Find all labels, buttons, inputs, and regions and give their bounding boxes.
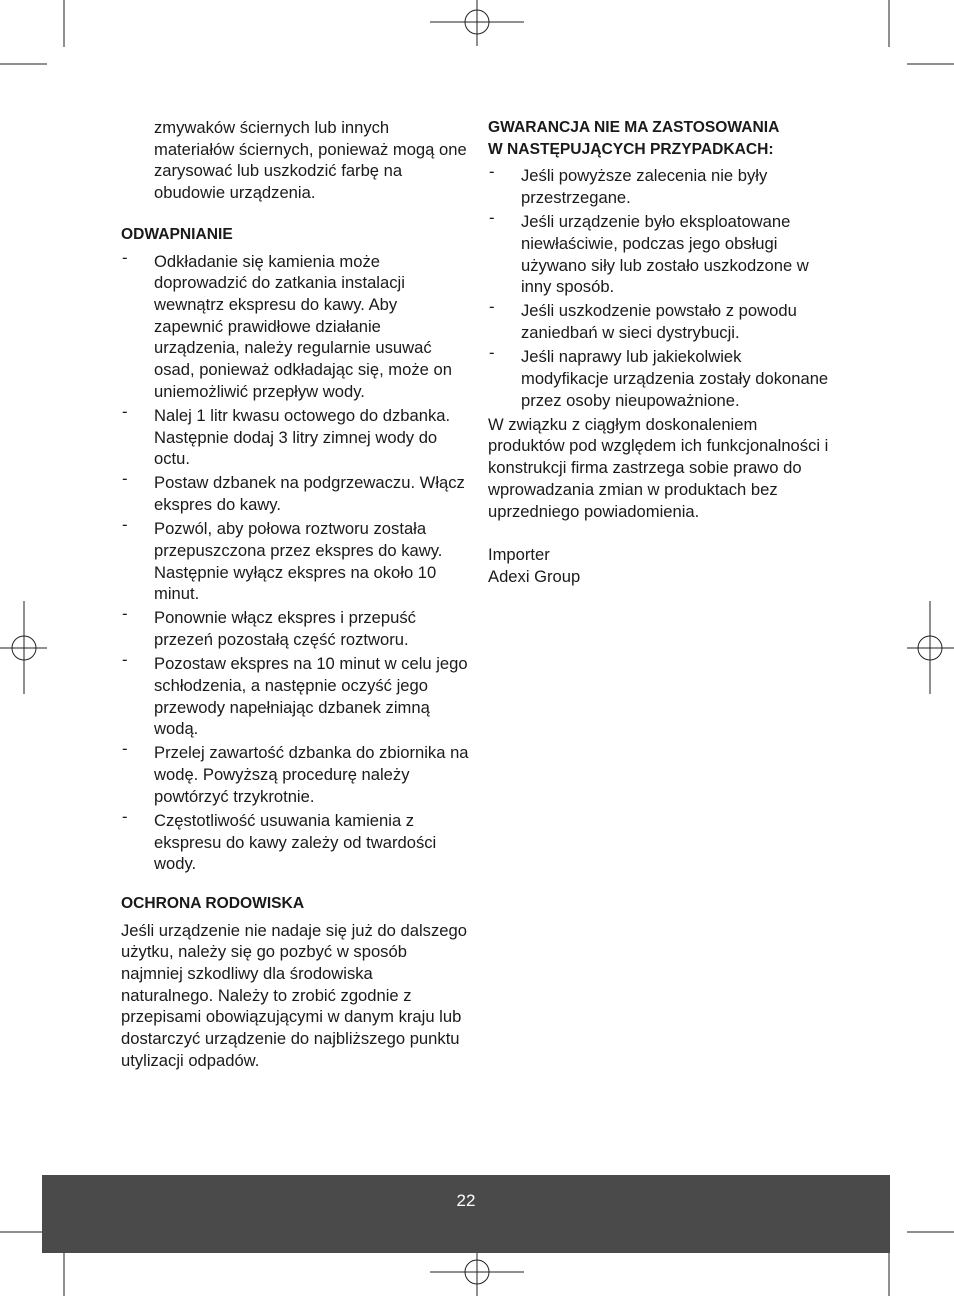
list-item [121, 469, 469, 515]
intro-paragraph: zmywaków ściernych lub innych materiałów ściernych, ponieważ mogą one zarysować lub uszkodzić farbę na obudowie urządzenia. [154, 118, 467, 203]
descaling-heading: ODWAPNIANIE [121, 225, 233, 243]
right-column [488, 117, 833, 588]
list-item-text: Odkładanie się kamienia może doprowadzić do zatkania instalacji wewnątrz ekspresu do kawy. Aby zapewnić prawidłowe działanie urządzenia, należy regularnie usuwać osad, ponieważ odkładając się, może on uniemożliwić przepływ wody. [154, 251, 452, 401]
list-item-text: Przelej zawartość dzbanka do zbiornika na wodę. Powyższą procedurę należy powtórzyć trzykrotnie. [154, 743, 469, 806]
list-item [121, 247, 469, 403]
list-item-text: Jeśli powyższe zalecenia nie były przestrzegane. [521, 166, 768, 208]
list-item-text: Nalej 1 litr kwasu octowego do dzbanka. Następnie dodaj 3 litry zimnej wody do octu. [154, 405, 451, 469]
warranty-exclusions-list [488, 162, 833, 411]
list-item-text: Ponownie włącz ekspres i przepuść przezeń pozostałą część roztworu. [154, 608, 416, 650]
bullet-dash: - [122, 515, 128, 535]
warranty-heading-line1: GWARANCJA NIE MA ZASTOSOWANIA [488, 119, 780, 136]
bullet-dash: - [489, 297, 495, 317]
footer-bar [42, 1175, 890, 1253]
list-item-text: Częstotliwość usuwania kamienia z ekspresu do kawy zależy od twardości wody. [154, 810, 437, 874]
bullet-dash: - [489, 208, 495, 228]
bullet-dash: - [122, 739, 128, 759]
bullet-dash: - [122, 806, 128, 826]
descaling-steps-list [121, 247, 469, 875]
environment-paragraph: Jeśli urządzenie nie nadaje się już do dalszego użytku, należy się go pozbyć w sposób najmniej szkodliwy dla środowiska naturalnego. Należy to zrobić zgodnie z przepisami obowiązującymi w danym kraju lub dostarczyć urządzenie do najbliższego punktu utylizacji odpadów. [121, 920, 467, 1070]
list-item [121, 515, 469, 605]
list-item [488, 343, 833, 411]
list-item-text: Pozostaw ekspres na 10 minut w celu jego schłodzenia, a następnie oczyść jego przewody napełniając dzbanek zimną wodą. [154, 654, 468, 739]
bullet-dash: - [122, 469, 128, 489]
bullet-dash: - [489, 343, 495, 363]
list-item-text: Jeśli urządzenie było eksploatowane niewłaściwie, podczas jego obsługi używano siły lub zostało uszkodzone w inny sposób. [521, 212, 809, 297]
list-item-text: Postaw dzbanek na podgrzewaczu. Włącz ekspres do kawy. [154, 473, 465, 515]
importer-label: Importer [488, 545, 550, 565]
notice-paragraph: W związku z ciągłym doskonaleniem produktów pod względem ich funkcjonalności i konstrukcji firma zastrzega sobie prawo do wprowadzania zmian w produktach bez uprzedniego powiadomienia. [488, 414, 829, 521]
bullet-dash: - [122, 650, 128, 670]
list-item [488, 297, 833, 343]
left-column [121, 117, 469, 1072]
list-item-text: Jeśli naprawy lub jakiekolwiek modyfikacje urządzenia zostały dokonane przez osoby nieupoważnione. [521, 347, 829, 410]
warranty-heading [488, 117, 833, 160]
bullet-dash: - [122, 604, 128, 624]
list-item [488, 162, 833, 208]
bullet-dash: - [489, 162, 495, 182]
list-item [121, 739, 469, 807]
list-item [488, 208, 833, 298]
list-item [121, 806, 469, 875]
warranty-heading-line2: W NASTĘPUJĄCYCH PRZYPADKACH: [488, 140, 774, 158]
importer-name: Adexi Group [488, 566, 581, 586]
environment-heading: OCHRONA RODOWISKA [121, 894, 305, 912]
list-item [121, 604, 469, 650]
list-item-text: Pozwól, aby połowa roztworu została przepuszczona przez ekspres do kawy. Następnie wyłącz ekspres na około 10 minut. [154, 519, 443, 604]
page-number: 22 [456, 1191, 476, 1210]
list-item [121, 401, 469, 470]
list-item [121, 650, 469, 740]
bullet-dash: - [122, 247, 128, 267]
list-item-text: Jeśli uszkodzenie powstało z powodu zaniedbań w sieci dystrybucji. [521, 301, 797, 343]
bullet-dash: - [122, 401, 128, 421]
